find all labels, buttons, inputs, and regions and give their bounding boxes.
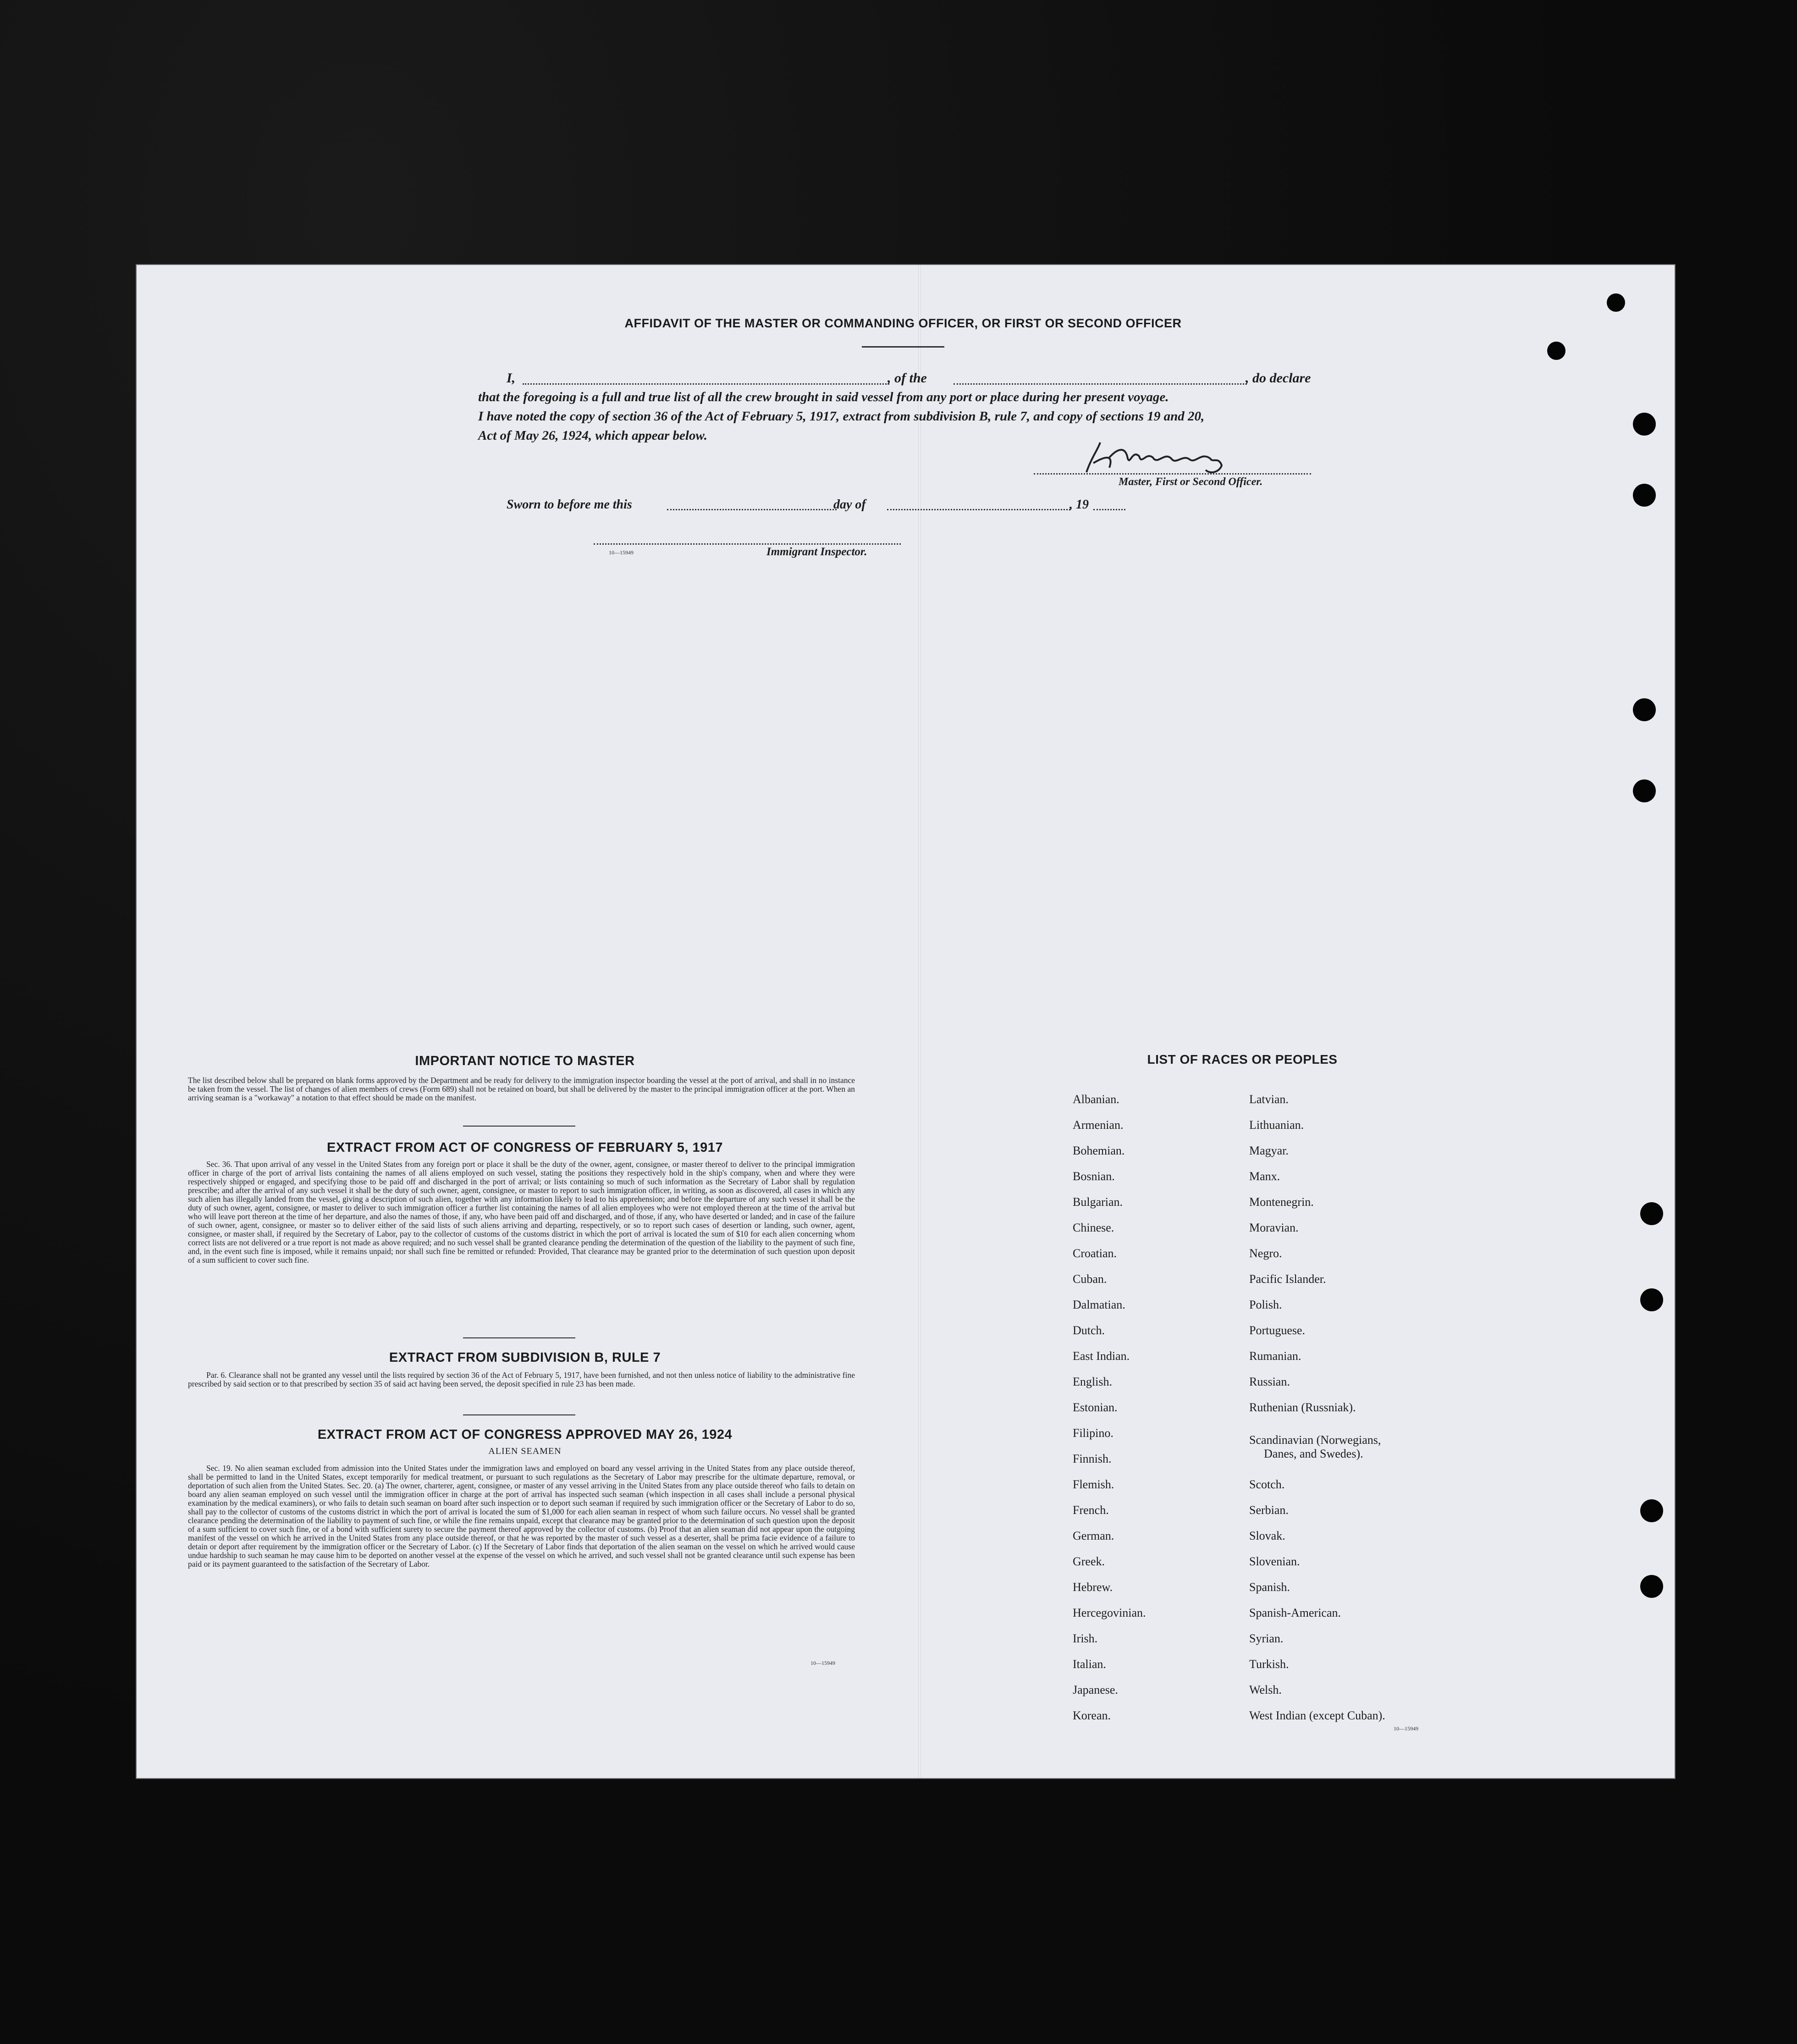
section-rule — [463, 1337, 575, 1338]
form-code: 10—15949 — [810, 1660, 835, 1666]
race-item: Welsh. — [1249, 1683, 1282, 1696]
race-item: Spanish. — [1249, 1580, 1290, 1594]
race-item: Negro. — [1249, 1247, 1282, 1260]
race-item: Bosnian. — [1073, 1170, 1115, 1183]
extract-1917-title: EXTRACT FROM ACT OF CONGRESS OF FEBRUARY 5, 1917 — [326, 1140, 723, 1155]
race-item: West Indian (except Cuban). — [1249, 1709, 1385, 1722]
center-fold — [918, 265, 921, 1778]
punch-hole — [1633, 779, 1656, 802]
race-item: Latvian. — [1249, 1093, 1289, 1106]
day-of-label: day of — [833, 497, 866, 512]
notice-text: The list described below shall be prepared on blank forms approved by the Department and be ready for delivery to the immigration inspector boarding the vessel at the port of arrival, and shall in no instance be taken from the vessel. The list of changes of alien members of crews (Form 689) shall not be retained on board, but shall be delivered by the master to the principal immigration officer at the port. When an arriving seaman is a "workaway" a notation to that effect should be made on the manifest. — [188, 1076, 855, 1102]
race-item: Slovenian. — [1249, 1555, 1300, 1568]
race-item: Moravian. — [1249, 1221, 1299, 1234]
races-title: LIST OF RACES OR PEOPLES — [1147, 1052, 1338, 1066]
race-item: Japanese. — [1073, 1683, 1118, 1696]
race-item: Estonian. — [1073, 1401, 1118, 1414]
vessel-blank[interactable] — [954, 383, 1247, 385]
race-item: Danes, and Swedes). — [1264, 1447, 1363, 1460]
inspector-caption: Immigrant Inspector. — [766, 546, 867, 558]
punch-hole — [1607, 293, 1625, 312]
race-item: Filipino. — [1073, 1426, 1113, 1440]
sworn-day-blank[interactable] — [667, 509, 837, 510]
race-item: Finnish. — [1073, 1452, 1112, 1465]
title-rule — [862, 346, 944, 348]
inspector-signature-line[interactable] — [594, 543, 901, 545]
race-item: Scotch. — [1249, 1478, 1285, 1491]
punch-hole — [1640, 1288, 1663, 1311]
alien-seamen-subtitle: ALIEN SEAMEN — [488, 1446, 562, 1456]
sworn-year-blank[interactable] — [1093, 509, 1125, 510]
punch-hole — [1633, 484, 1656, 507]
sworn-label: Sworn to before me this — [507, 497, 632, 512]
race-item: German. — [1073, 1529, 1114, 1542]
punch-hole — [1633, 413, 1656, 436]
race-item: Montenegrin. — [1249, 1195, 1314, 1209]
race-item: Rumanian. — [1249, 1349, 1301, 1363]
race-item: Bulgarian. — [1073, 1195, 1123, 1209]
affidavit-declare-label: , do declare — [1246, 370, 1311, 386]
affidavit-line-2: that the foregoing is a full and true list of all the crew brought in said vessel from any port or place during her present voyage. — [478, 390, 1169, 404]
race-item: Albanian. — [1073, 1093, 1119, 1106]
race-item: Manx. — [1249, 1170, 1280, 1183]
race-item: Hercegovinian. — [1073, 1606, 1146, 1619]
affidavit-of-the-label: , of the — [887, 370, 927, 386]
race-item: Flemish. — [1073, 1478, 1114, 1491]
race-item: Hebrew. — [1073, 1580, 1113, 1594]
race-item: Syrian. — [1249, 1632, 1284, 1645]
race-item: Spanish-American. — [1249, 1606, 1341, 1619]
race-item: Armenian. — [1073, 1118, 1124, 1132]
race-item: French. — [1073, 1503, 1109, 1517]
punch-hole — [1640, 1499, 1663, 1522]
race-item: Polish. — [1249, 1298, 1282, 1311]
subdivision-b-title: EXTRACT FROM SUBDIVISION B, RULE 7 — [389, 1350, 661, 1365]
extract-1917-text: Sec. 36. That upon arrival of any vessel in the United States from any foreign port or place it shall be the duty of the owner, agent, consignee, or master thereof to deliver to the principal immigration officer in charge of the port of arrival lists containing the names of all aliens employed on such vessel, stating the positions they respectively hold in the ship's company, when and where they were respectively shipped or engaged, and specifying those to be paid off and discharged in the port of arrival; or lists containing so much of such information as the Secretary of Labor shall by regulation prescribe; and after the arrival of any such vessel it shall be the duty of such owner, agent, consignee, or master to report to such immigration officer, in writing, as soon as discovered, all cases in which any such alien has illegally landed from the vessel, giving a description of such alien, together with any information likely to lead to his apprehension; and before the departure of any such vessel it shall be the duty of such owner, agent, consignee, or master to deliver to such immigration officer a further list containing the names of all alien employees who were not employed thereon at the time of the arrival but who will leave port thereon at the time of her departure, and also the names of those, if any, who have been paid off and discharged, and of those, if any, who have deserted or landed; and in case of the failure of such owner, agent, consignee, or master so to deliver either of the said lists of such aliens arriving and departing, respectively, or so to report such cases of desertion or landing, such owner, agent, consignee, or master shall, if required by the Secretary of Labor, pay to the collector of customs of the customs district in which the port of arrival is located the sum of $10 for each alien concerning whom correct lists are not delivered or a true report is not made as above required; and no such vessel shall be granted clearance pending the determination of the question of the liability to the payment of such fine, and, in the event such fine is imposed, while it remains unpaid; nor shall such fine be remitted or refunded: Provided, That clearance may be granted prior to the determination of such question upon deposit of a sum sufficient to cover such fine. — [188, 1160, 855, 1265]
race-item: English. — [1073, 1375, 1112, 1388]
race-item: Serbian. — [1249, 1503, 1289, 1517]
section-rule — [463, 1126, 575, 1127]
race-item: Bohemian. — [1073, 1144, 1125, 1157]
race-item: Dutch. — [1073, 1324, 1105, 1337]
race-item: Lithuanian. — [1249, 1118, 1304, 1132]
punch-hole — [1633, 698, 1656, 721]
section-rule — [463, 1414, 575, 1415]
signature-line[interactable] — [1034, 473, 1311, 475]
extract-1924-title: EXTRACT FROM ACT OF CONGRESS APPROVED MAY 26, 1924 — [317, 1427, 733, 1442]
notice-title: IMPORTANT NOTICE TO MASTER — [415, 1054, 635, 1068]
race-item: Cuban. — [1073, 1272, 1107, 1286]
race-item: Scandinavian (Norwegians, — [1249, 1433, 1381, 1447]
race-item: Turkish. — [1249, 1657, 1289, 1671]
race-item: East Indian. — [1073, 1349, 1130, 1363]
race-item: Croatian. — [1073, 1247, 1117, 1260]
race-item: Magyar. — [1249, 1144, 1289, 1157]
race-item: Chinese. — [1073, 1221, 1114, 1234]
race-item: Italian. — [1073, 1657, 1106, 1671]
affidavit-title: AFFIDAVIT OF THE MASTER OR COMMANDING OFFICER, OR FIRST OR SECOND OFFICER — [624, 316, 1182, 330]
form-code: 10—15949 — [1394, 1725, 1418, 1732]
race-item: Portuguese. — [1249, 1324, 1306, 1337]
form-code: 10—15949 — [609, 549, 634, 556]
year-prefix: , 19 — [1069, 497, 1089, 512]
race-item: Irish. — [1073, 1632, 1098, 1645]
punch-hole — [1547, 342, 1565, 360]
race-item: Greek. — [1073, 1555, 1105, 1568]
affidavit-line-3: I have noted the copy of section 36 of the Act of February 5, 1917, extract from subdivision B, rule 7, and copy of sections 19 and 20, — [478, 409, 1205, 424]
name-blank[interactable] — [523, 383, 889, 385]
race-item: Russian. — [1249, 1375, 1290, 1388]
race-item: Pacific Islander. — [1249, 1272, 1326, 1286]
subdivision-b-text: Par. 6. Clearance shall not be granted any vessel until the lists required by section 36 of the Act of February 5, 1917, have been furnished, and not then unless notice of liability to the administrative fine prescribed by said section or to that prescribed by section 35 of said act having been served, the deposit specified in rule 23 has been made. — [188, 1370, 855, 1388]
punch-hole — [1640, 1202, 1663, 1225]
race-item: Dalmatian. — [1073, 1298, 1125, 1311]
affidavit-line-4: Act of May 26, 1924, which appear below. — [478, 428, 707, 443]
race-item: Slovak. — [1249, 1529, 1285, 1542]
affidavit-i-label: I, — [507, 370, 516, 386]
punch-hole — [1640, 1575, 1663, 1598]
extract-1924-text: Sec. 19. No alien seaman excluded from admission into the United States under the immigration laws and employed on board any vessel arriving in the United States from any place outside thereof, shall be permitted to land in the United States, except temporarily for medical treatment, or pursuant to such regulations as the Secretary of Labor may prescribe for the ultimate departure, removal, or deportation of such alien from the United States. Sec. 20. (a) The owner, charterer, agent, consignee, or master of any vessel arriving in the United States from any place outside thereof who fails to detain on board any alien seaman employed on such vessel until the immigration officer in charge at the port of arrival has inspected such seaman (which inspection in all cases shall include a personal physical examination by the medical examiners), or who fails to detain such seaman on board after such inspection or to deport such seaman if required by such immigration officer or the Secretary of Labor to do so, shall pay to the collector of customs of the customs district in which the port of arrival is located the sum of $1,000 for each alien seaman in respect of whom such failure occurs. No vessel shall be granted clearance pending the determination of the liability to payment of such fine, or while the fine remains unpaid, except that clearance may be granted prior to the determination of such question upon the deposit of a sum sufficient to cover such fine, or of a bond with sufficient surety to secure the payment thereof approved by the collector of customs. (b) Proof that an alien seaman did not appear upon the outgoing manifest of the vessel on which he arrived in the United States from any place outside thereof, or that he was reported by the master of such vessel as a deserter, shall be prima facie evidence of a failure to detain or deport after requirement by the immigration officer or the Secretary of Labor. (c) If the Secretary of Labor finds that deportation of the alien seaman on the vessel on which he arrived would cause undue hardship to such seaman he may cause him to be deported on another vessel at the expense of the vessel on which he arrived, and such vessel shall not be granted clearance until such expense has been paid or its payment guaranteed to the satisfaction of the Secretary of Labor. — [188, 1464, 855, 1569]
sworn-month-blank[interactable] — [887, 509, 1070, 510]
race-item: Korean. — [1073, 1709, 1111, 1722]
signer-caption: Master, First or Second Officer. — [1119, 476, 1263, 488]
race-item: Ruthenian (Russniak). — [1249, 1401, 1356, 1414]
